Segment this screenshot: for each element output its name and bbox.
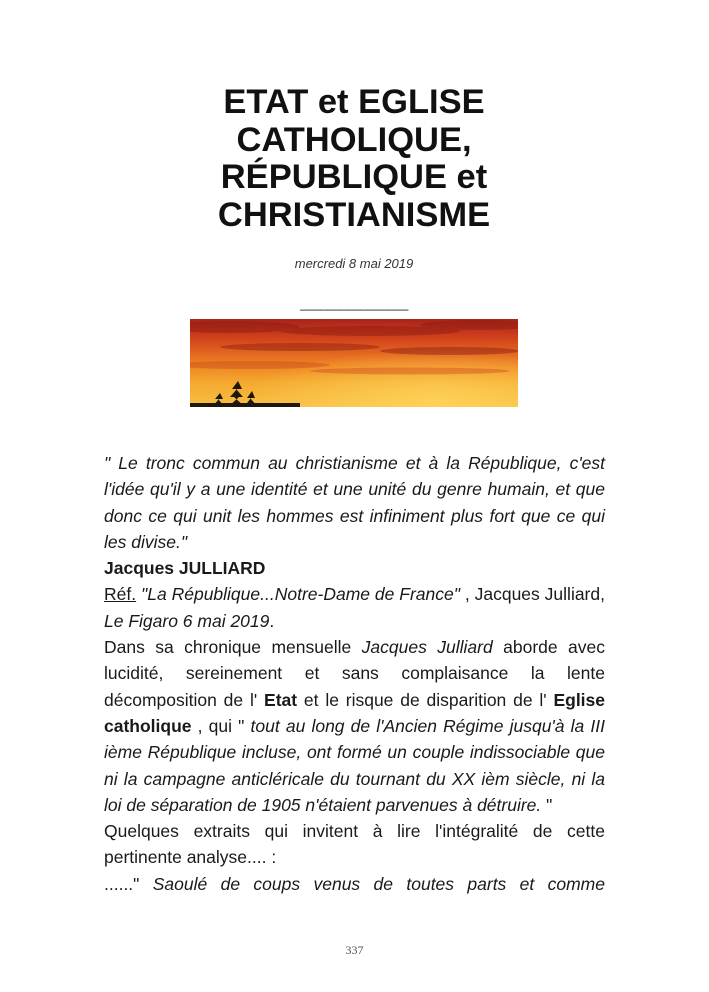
article-paragraph [104, 634, 605, 818]
para-text-3: et le risque de disparition de l' [297, 689, 554, 710]
quote-author [104, 555, 605, 581]
post-date: mercredi 8 mai 2019 [294, 256, 414, 271]
para-text-4: , qui " [191, 715, 251, 736]
para-text-5: " [541, 794, 553, 815]
opening-quote [104, 450, 605, 555]
title-line-2: CATHOLIQUE, [236, 120, 472, 159]
para-text-2: aborde avec lucidité, sereinement et sans complaisance la lente décomposition de l' [104, 637, 605, 710]
extracts-intro: Quelques extraits qui invitent à lire l'intégralité de cette pertinente analyse.... : [104, 821, 605, 868]
para-etat: Etat [264, 689, 298, 710]
ref-text: , Jacques Julliard, [459, 584, 605, 605]
page-title [150, 84, 558, 234]
article-body [104, 450, 605, 897]
sunset-banner-image [190, 319, 518, 407]
title-line-3: RÉPUBLIQUE et [220, 158, 488, 196]
para-author-name: Jacques Julliard [361, 637, 493, 658]
ref-title: "La République...Notre-Dame de France" [141, 584, 460, 605]
ref-source: Le Figaro 6 mai 2019 [104, 610, 270, 631]
para-eglise: Eglise catholique [104, 689, 606, 736]
para-text-1: Dans sa chronique mensuelle [104, 637, 362, 658]
title-line-1: ETAT et EGLISE [223, 83, 485, 121]
page-number: 337 [345, 943, 364, 957]
author-name: Jacques JULLIARD [104, 558, 266, 579]
para-quote: tout au long de l'Ancien Régime jusqu'à la III ième République incluse, ont formé un couple indissociable que ni la campagne anticléricale du tournant du XX ièm siècle, ni la loi de séparation de 1905 n'étaient parvenues à détruire. [104, 715, 605, 815]
last-line [104, 871, 605, 897]
ref-label: Réf. [104, 584, 137, 605]
reference [104, 581, 605, 634]
last-text: Saoulé de coups venus de toutes parts et comme [139, 873, 605, 894]
ref-end: . [269, 610, 275, 631]
separator-line: ________________ [300, 296, 408, 311]
quote-text: " Le tronc commun au christianisme et à la République, c'est l'idée qu'il y a une identité et une unité du genre humain, et que donc ce qui unit les hommes est infiniment plus fort que ce qui les divise." [104, 453, 605, 552]
sunset-image [190, 319, 518, 407]
last-prefix: ......" [104, 873, 140, 894]
title-line-4: CHRISTIANISME [217, 195, 491, 234]
